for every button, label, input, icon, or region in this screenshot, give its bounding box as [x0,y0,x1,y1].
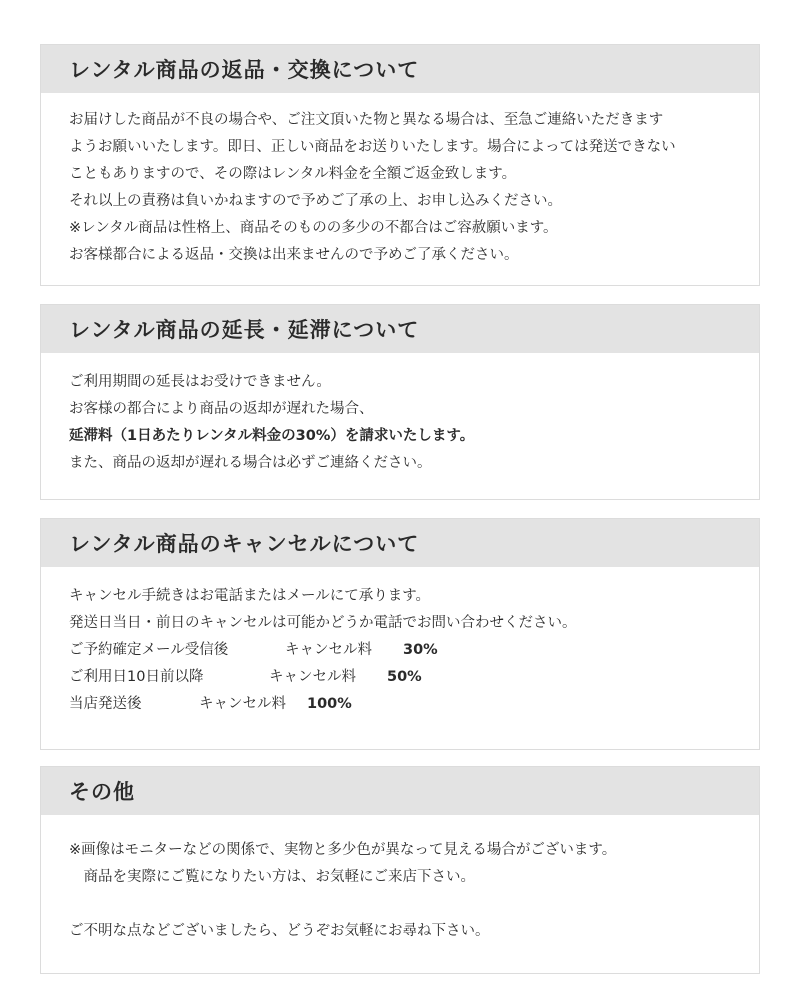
cancel-fee-label: キャンセル料 [269,669,356,685]
cancel-fee-timing: ご予約確定メール受信後 [69,642,229,658]
cancel-fee-row [69,637,759,664]
extension-section-title: レンタル商品の延長・延滞について [69,318,420,342]
other-line: 商品を実際にご覧になりたい方は、お気軽にご来店下さい。 [69,869,475,885]
extension-section-header [41,305,759,353]
other-line: ご不明な点などございましたら、どうぞお気軽にお尋ね下さい。 [69,923,490,939]
returns-line: ※レンタル商品は性格上、商品そのものの多少の不都合はご容赦願います。 [69,220,558,236]
cancel-fee-timing: 当店発送後 [69,696,142,712]
cancel-fee-timing: ご利用日10日前以降 [69,669,204,685]
returns-line: お客様都合による返品・交換は出来ませんので予めご了承ください。 [69,247,519,263]
cancel-section-header [41,519,759,567]
returns-line: お届けした商品が不良の場合や、ご注文頂いた物と異なる場合は、至急ご連絡いただきます [69,112,664,128]
other-section-header [41,767,759,815]
other-section-body [41,815,759,945]
cancel-section [40,518,760,750]
returns-line: ようお願いいたします。即日、正しい商品をお送りいたします。場合によっては発送できない [69,139,676,155]
returns-line: こともありますので、その際はレンタル料金を全額ご返金致します。 [69,166,517,182]
cancel-section-body [41,567,759,718]
cancel-fee-label: キャンセル料 [199,696,286,712]
returns-line: それ以上の責務は負いかねますので予めご了承の上、お申し込みください。 [69,193,562,209]
other-section [40,766,760,974]
extension-line: お客様の都合により商品の返却が遅れた場合、 [69,401,374,417]
extension-section [40,304,760,500]
cancel-fee-rate: 100% [307,696,352,712]
late-fee-line: 延滞料（1日あたりレンタル料金の30%）を請求いたします。 [69,428,475,444]
other-line: ※画像はモニターなどの関係で、実物と多少色が異なって見える場合がございます。 [69,842,617,858]
other-line-spacer [69,891,759,918]
extension-section-body [41,353,759,477]
extension-line: また、商品の返却が遅れる場合は必ずご連絡ください。 [69,455,432,471]
cancel-fee-label: キャンセル料 [285,642,372,658]
extension-line: ご利用期間の延長はお受けできません。 [69,374,331,390]
cancel-fee-row [69,691,759,718]
cancel-line: キャンセル手続きはお電話またはメールにて承ります。 [69,588,431,604]
cancel-line: 発送日当日・前日のキャンセルは可能かどうか電話でお問い合わせください。 [69,615,577,631]
cancel-fee-rate: 30% [403,642,438,658]
cancel-fee-row [69,664,759,691]
cancel-fee-rate: 50% [387,669,422,685]
returns-section-body [41,93,759,269]
returns-section-title: レンタル商品の返品・交換について [69,58,420,82]
other-section-title: その他 [69,780,135,804]
returns-section-header [41,45,759,93]
cancel-section-title: レンタル商品のキャンセルについて [69,532,420,556]
returns-section [40,44,760,286]
